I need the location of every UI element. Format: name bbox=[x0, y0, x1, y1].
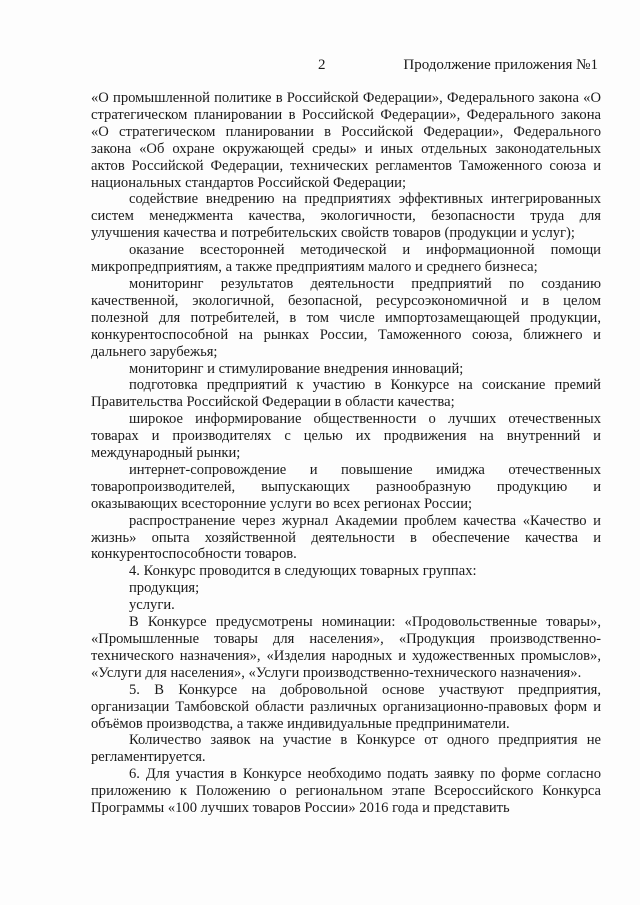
document-body bbox=[91, 90, 601, 817]
page-number: 2 bbox=[318, 57, 326, 73]
paragraph-government-awards: подготовка предприятий к участию в Конкурсе на соискание премий Правительства Российской Федерации в области качества; bbox=[91, 377, 601, 411]
paragraph-section-4: 4. Конкурс проводится в следующих товарных группах: bbox=[129, 563, 477, 580]
paragraph-monitoring-results: мониторинг результатов деятельности предприятий по созданию качественной, экологичной, безопасной, ресурсоэкономичной и в целом полезной для потребителей, в том числе импортозамещающей продукции, конкурентоспособной на рынках России, Таможенного союза, ближнего и дальнего зарубежья; bbox=[91, 275, 601, 360]
paragraph-laws-list: «О промышленной политике в Российской Федерации», Федерального закона «О стратегическом планировании в Российской Федерации», Федерального закона «О стратегическом планировании в Российской Федерации», Федерального закона «Об охране окружающей среды» и иных отдельных законодательных актов Российской Федерации, технических регламентов Таможенного союза и национальных стандартов Российской Федерации; bbox=[91, 90, 601, 191]
paragraph-section-6: 6. Для участия в Конкурсе необходимо подать заявку по форме согласно приложению к Положению о региональном этапе Всероссийского Конкурса Программы «100 лучших товаров России» 2016 года и представить bbox=[91, 766, 601, 817]
paragraph-nominations: В Конкурсе предусмотрены номинации: «Продовольственные товары», «Промышленные товары для населения», «Продукция производственно-технического назначения», «Изделия народных и художественных промыслов», «Услуги для населения», «Услуги производственно-технического назначения». bbox=[91, 614, 601, 681]
paragraph-services: услуги. bbox=[129, 597, 175, 614]
paragraph-management-systems: содействие внедрению на предприятиях эффективных интегрированных систем менеджмента качества, экологичности, безопасности труда для улучшения качества и потребительских свойств товаров (продукции и услуг); bbox=[91, 191, 601, 242]
appendix-continuation-header: Продолжение приложения №1 bbox=[403, 57, 598, 73]
paragraph-section-5: 5. В Конкурсе на добровольной основе участвуют предприятия, организации Тамбовской области различных организационно-правовых форм и объёмов производства, а также индивидуальные предприниматели. bbox=[91, 681, 601, 732]
paragraph-innovation-monitoring: мониторинг и стимулирование внедрения инноваций; bbox=[129, 360, 464, 377]
paragraph-applications-count: Количество заявок на участие в Конкурсе от одного предприятия не регламентируется. bbox=[91, 732, 601, 766]
paragraph-products: продукция; bbox=[129, 580, 200, 597]
paragraph-journal-distribution: распространение через журнал Академии проблем качества «Качество и жизнь» опыта хозяйственной деятельности в обеспечение качества и конкурентоспособности товаров. bbox=[91, 512, 601, 563]
paragraph-methodical-help: оказание всесторонней методической и информационной помощи микропредприятиям, а также предприятиям малого и среднего бизнеса; bbox=[91, 242, 601, 276]
paragraph-public-informing: широкое информирование общественности о лучших отечественных товарах и производителях с целью их продвижения на внутренний и международный рынки; bbox=[91, 411, 601, 462]
paragraph-internet-support: интернет-сопровождение и повышение имиджа отечественных товаропроизводителей, выпускающих разнообразную продукцию и оказывающих всесторонние услуги во всех регионах России; bbox=[91, 461, 601, 512]
